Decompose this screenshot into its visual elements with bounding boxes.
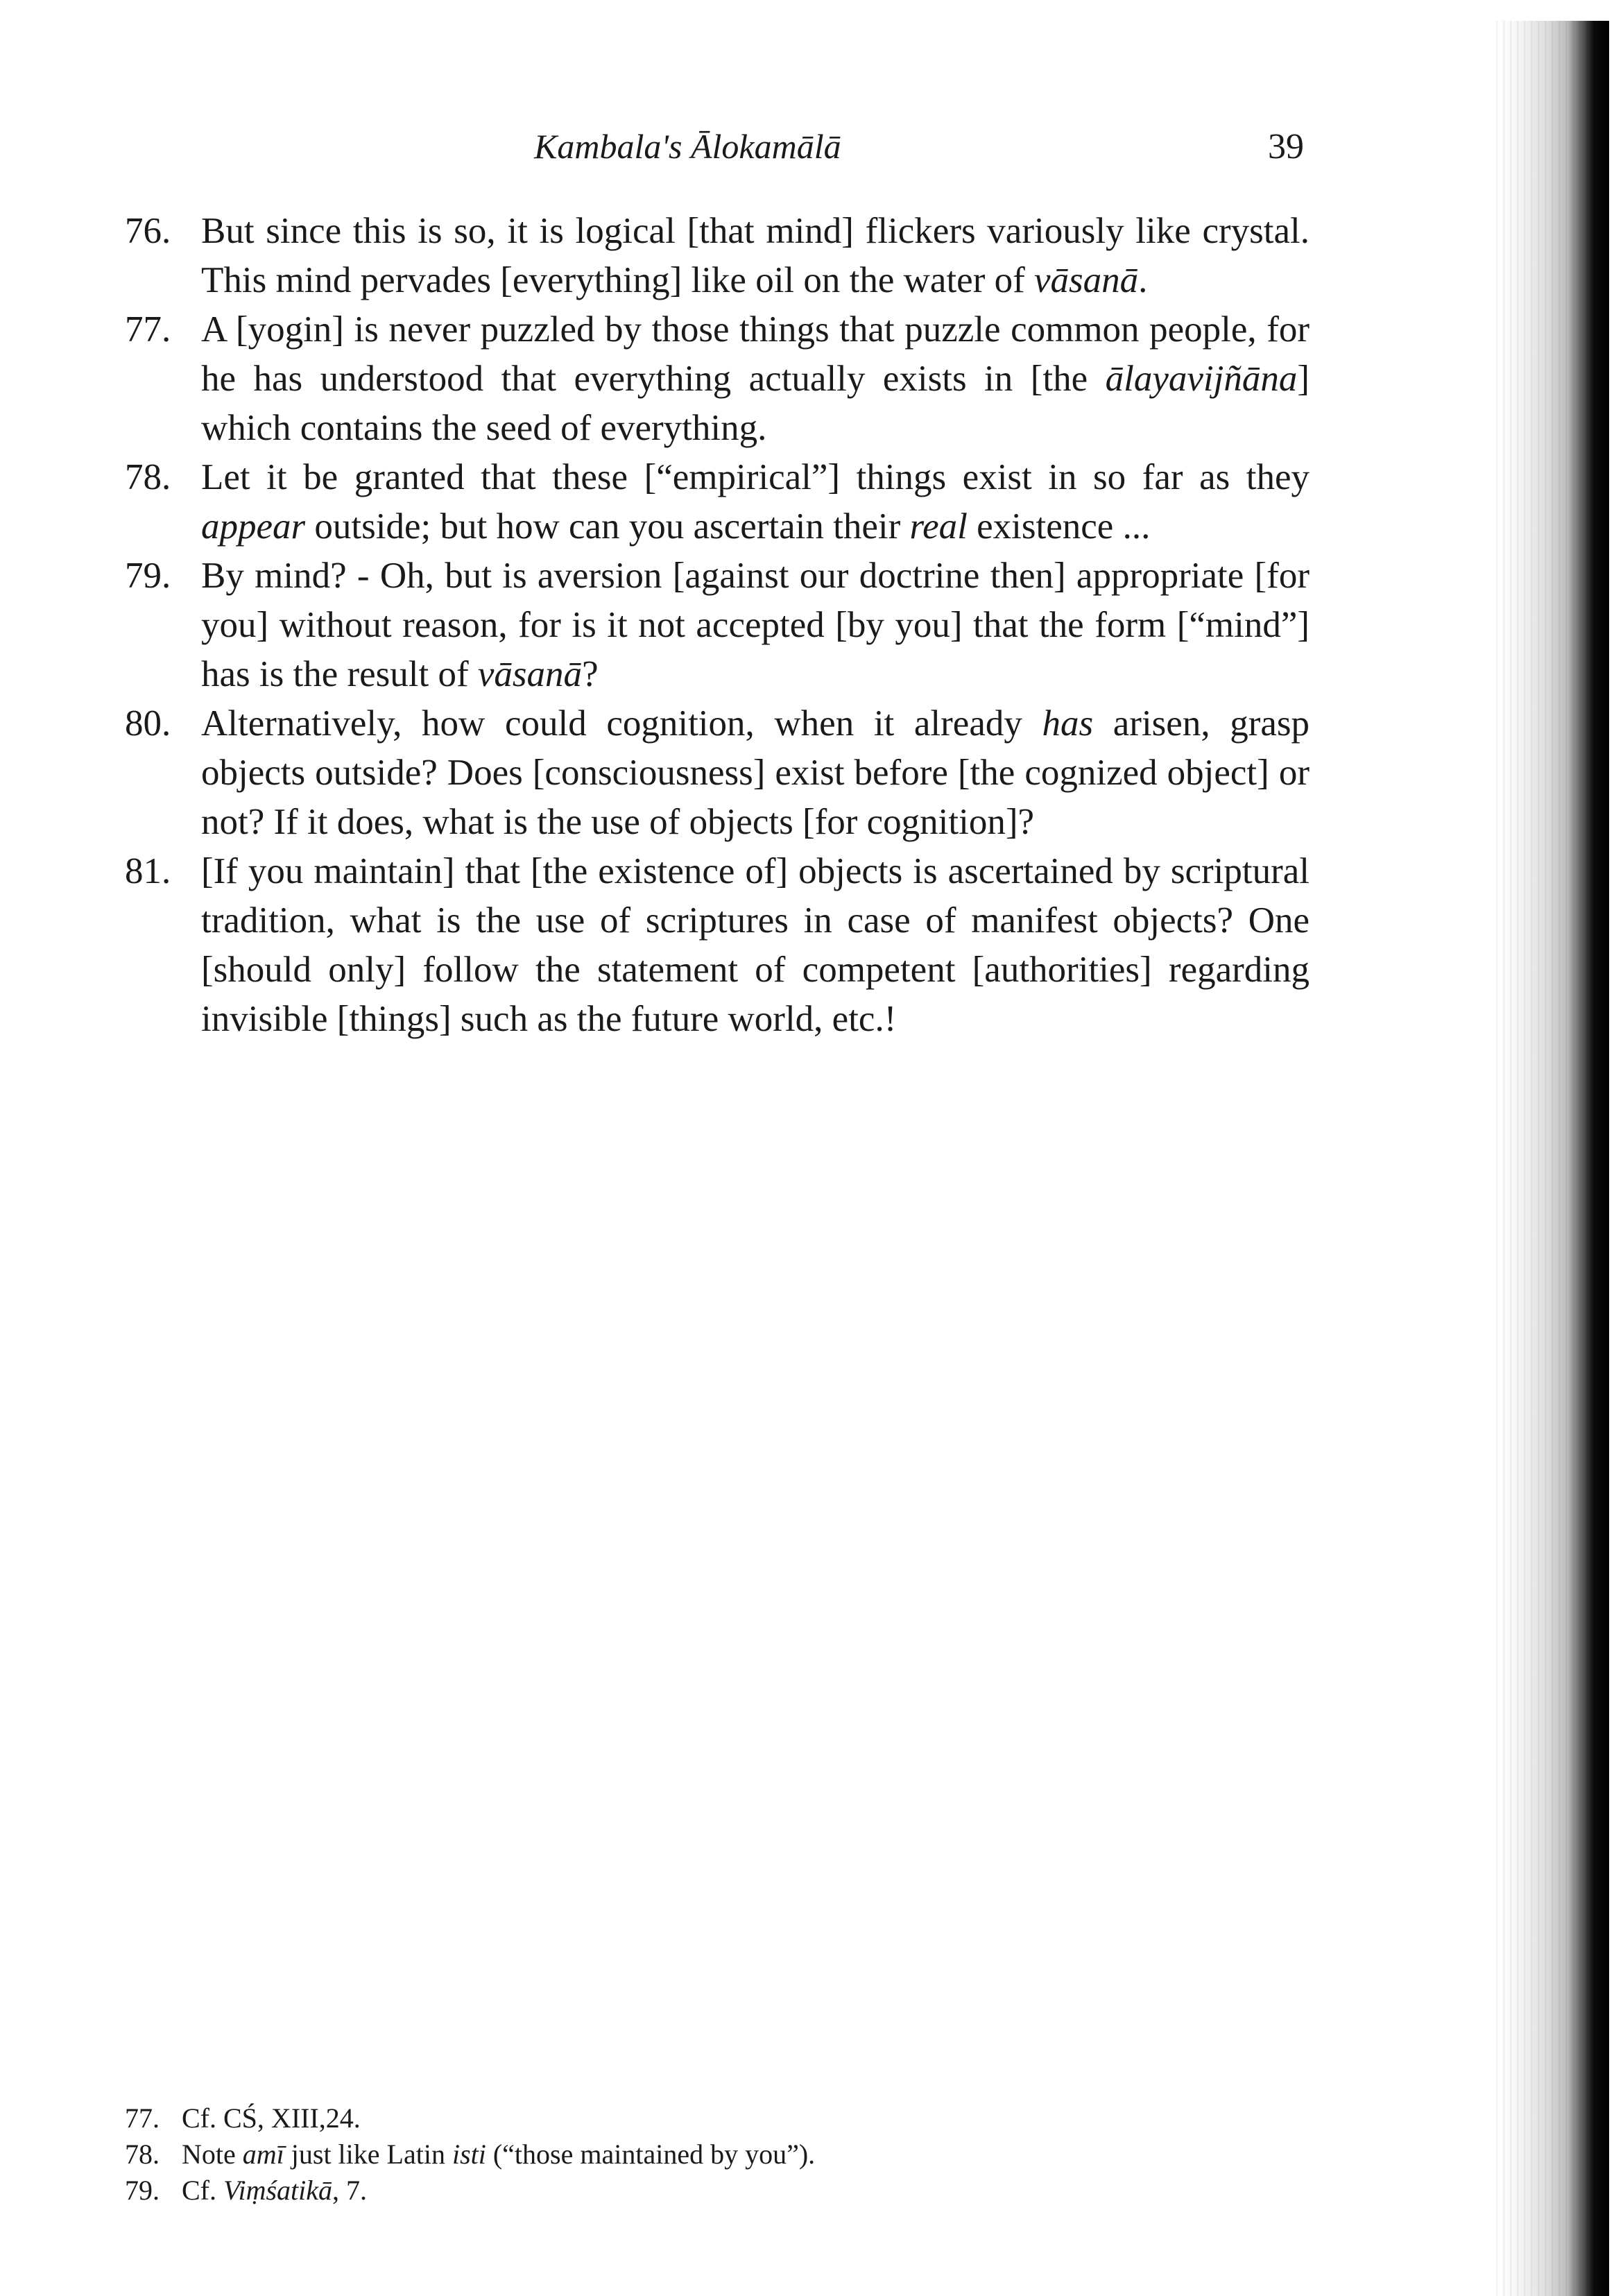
scan-shadow-texture xyxy=(1491,21,1595,2296)
page-number: 39 xyxy=(1268,127,1304,166)
footnote-number: 78. xyxy=(125,2139,160,2170)
running-head xyxy=(458,126,1304,182)
footnote-number: 79. xyxy=(125,2175,160,2206)
running-title: Kambala's Ālokamālā xyxy=(534,127,841,166)
footnote-text: Cf. CŚ, XIII,24. xyxy=(182,2102,361,2134)
verse-79 xyxy=(125,551,1309,699)
verse-text: By mind? - Oh, but is aversion [against our doctrine then] appropriate [for you] without reason, for is it not accepted [by you] that the form [“mind”] has is the result of vāsanā? xyxy=(201,556,1309,694)
verse-number: 80. xyxy=(125,703,171,744)
verse-78 xyxy=(125,453,1309,551)
footnote-78 xyxy=(125,2136,1096,2173)
verse-number: 79. xyxy=(125,556,171,596)
verse-text: Alternatively, how could cognition, when it already has arisen, grasp objects outside? Does [consciousness] exist before [the cognized object] or not? If it does, what is the use of objects [for cognition]? xyxy=(201,703,1309,842)
verse-80 xyxy=(125,699,1309,847)
verse-81 xyxy=(125,847,1309,1044)
footnote-79 xyxy=(125,2173,1096,2209)
verse-number: 78. xyxy=(125,457,171,497)
verse-list xyxy=(125,207,1309,1044)
verse-text: A [yogin] is never puzzled by those things that puzzle common people, for he has understood that everything actually exists in [the ālayavijñāna] which contains the seed of everything. xyxy=(201,309,1309,448)
footnote-list xyxy=(125,2100,1096,2209)
verse-76 xyxy=(125,207,1309,305)
footnote-text: Cf. Viṃśatikā, 7. xyxy=(182,2175,368,2206)
verse-text: But since this is so, it is logical [that mind] flickers variously like crystal. This mind pervades [everything] like oil on the water of vāsanā. xyxy=(201,211,1309,300)
footnote-number: 77. xyxy=(125,2102,160,2134)
verse-text: [If you maintain] that [the existence of] objects is ascertained by scriptural tradition, what is the use of scriptures in case of manifest objects? One [should only] follow the statement of competent [authorities] regarding invisible [things] such as the future world, etc.! xyxy=(201,851,1309,1039)
verse-77 xyxy=(125,305,1309,453)
verse-number: 81. xyxy=(125,851,171,891)
verse-text: Let it be granted that these [“empirical”] things exist in so far as they appear outside; but how can you ascertain their real existence ... xyxy=(201,457,1309,547)
verse-number: 76. xyxy=(125,211,171,251)
footnote-text: Note amī just like Latin isti (“those maintained by you”). xyxy=(182,2139,816,2170)
verse-number: 77. xyxy=(125,309,171,350)
footnote-77 xyxy=(125,2100,1096,2136)
